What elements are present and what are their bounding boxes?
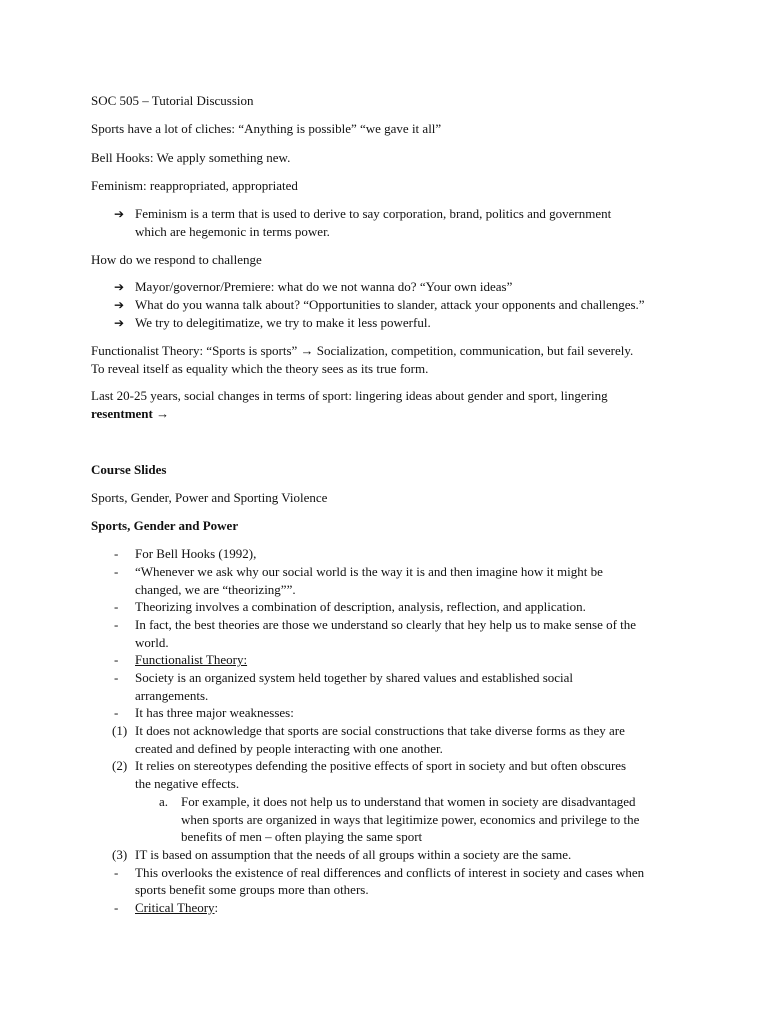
paragraph-respond: How do we respond to challenge (91, 252, 262, 267)
dash-marker: - (114, 652, 119, 667)
paragraph-bell-hooks: Bell Hooks: We apply something new. (91, 150, 291, 165)
dash-marker: - (114, 599, 119, 614)
list-item: Society is an organized system held together by shared values and established social (135, 670, 574, 685)
sub-list-item: For example, it does not help us to understand that women in society are disadvantaged (181, 794, 636, 809)
number-marker: (3) (112, 847, 128, 862)
list-item: changed, we are “theorizing””. (135, 582, 296, 597)
arrow-bullet-icon: ➔ (114, 280, 125, 294)
sub-list-item: when sports are organized in ways that legitimize power, economics and privilege to the (181, 812, 640, 827)
heading-course-slides: Course Slides (91, 462, 167, 477)
list-item: It does not acknowledge that sports are social constructions that take diverse forms as they are (135, 723, 625, 738)
arrow-bullet-icon: ➔ (114, 298, 125, 312)
paragraph-feminism: Feminism: reappropriated, appropriated (91, 178, 298, 193)
dash-marker: - (114, 670, 119, 685)
functionalist-theory-heading: Functionalist Theory: (135, 652, 248, 667)
list-item: This overlooks the existence of real differences and conflicts of interest in society and cases when (135, 865, 645, 880)
dash-marker: - (114, 705, 119, 720)
critical-theory-heading (135, 899, 218, 917)
list-item: created and defined by people interacting with one another. (135, 741, 443, 756)
paragraph-functionalist: Functionalist Theory: “Sports is sports” → Socialization, competition, communication, but fail severely. (91, 343, 634, 358)
list-item: IT is based on assumption that the needs of all groups within a society are the same. (135, 847, 572, 862)
list-item: sports benefit some groups more than others. (135, 882, 369, 897)
paragraph-last-years: resentment → (91, 406, 170, 421)
dash-marker: - (114, 617, 119, 632)
list-item: Theorizing involves a combination of description, analysis, reflection, and application. (135, 599, 586, 614)
list-item: For Bell Hooks (1992), (135, 546, 257, 561)
dash-marker: - (114, 900, 119, 915)
letter-marker: a. (159, 794, 169, 809)
feminism-bullet-line: which are hegemonic in terms power. (135, 224, 330, 239)
paragraph-slides-topic: Sports, Gender, Power and Sporting Violence (91, 490, 328, 505)
list-item: It has three major weaknesses: (135, 705, 294, 720)
dash-marker: - (114, 564, 119, 579)
feminism-bullet-line: Feminism is a term that is used to derive to say corporation, brand, politics and government (135, 206, 612, 221)
dash-marker: - (114, 546, 119, 561)
document-title: SOC 505 – Tutorial Discussion (91, 93, 254, 108)
critical-theory-label: Critical Theory (135, 900, 215, 915)
dash-marker: - (114, 865, 119, 880)
list-item: world. (135, 635, 169, 650)
respond-bullet: We try to delegitimatize, we try to make it less powerful. (135, 315, 431, 330)
paragraph-last-years: Last 20-25 years, social changes in terms of sport: lingering ideas about gender and sport, lingering (91, 388, 608, 403)
list-item: It relies on stereotypes defending the positive effects of sport in society and but often obscures (135, 758, 627, 773)
paragraph-functionalist: To reveal itself as equality which the theory sees as its true form. (91, 361, 429, 376)
heading-sports-gender-power: Sports, Gender and Power (91, 518, 239, 533)
number-marker: (1) (112, 723, 128, 738)
list-item: the negative effects. (135, 776, 240, 791)
critical-theory-colon: : (214, 900, 219, 915)
sub-list-item: benefits of men – often playing the same sport (181, 829, 423, 844)
number-marker: (2) (112, 758, 128, 773)
list-item: “Whenever we ask why our social world is the way it is and then imagine how it might be (135, 564, 603, 579)
respond-bullet: Mayor/governor/Premiere: what do we not wanna do? “Your own ideas” (135, 279, 513, 294)
respond-bullet: What do you wanna talk about? “Opportunities to slander, attack your opponents and challenges.” (135, 297, 645, 312)
list-item: In fact, the best theories are those we understand so clearly that hey help us to make sense of the (135, 617, 637, 632)
arrow-bullet-icon: ➔ (114, 316, 125, 330)
arrow-bullet-icon: ➔ (114, 207, 125, 221)
paragraph-cliches: Sports have a lot of cliches: “Anything is possible” “we gave it all” (91, 121, 442, 136)
list-item: arrangements. (135, 688, 209, 703)
